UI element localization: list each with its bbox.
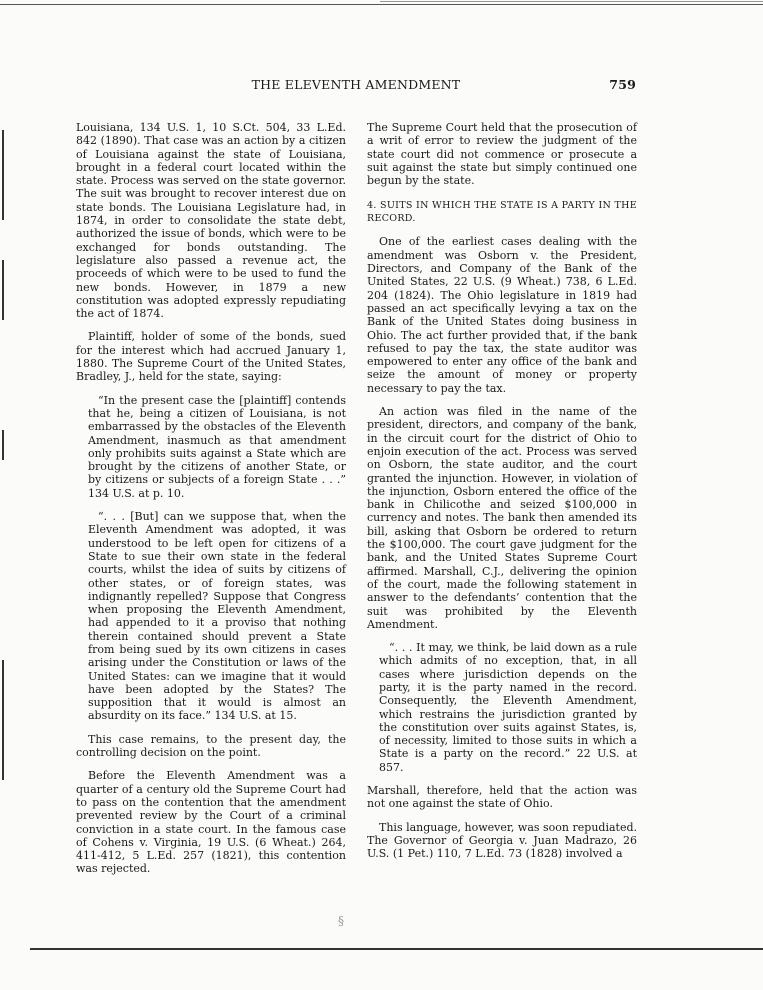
- block-quote: “. . . [But] can we suppose that, when the Eleventh Amendment was adopted, it was understood to be left open for citizens of a State to sue their own state in the federal courts, whilst the idea of suits by citizens of other states, or of foreign states, was indignantly repelled? Suppose that Congress when proposing the Eleventh Amendment, had appended to it a proviso that nothing therein contained should prevent a State from being sued by its own citizens in cases arising under the Constitution or laws of the United States: can we imagine that it would have been adopted by the States? The supposition that it would is almost an absurdity on its face.” 134 U.S. at 15.: [88, 510, 346, 723]
- block-quote: “In the present case the [plaintiff] contends that he, being a citizen of Louisiana, is not embarrassed by the obstacles of the Eleventh Amendment, inasmuch as that amendment only prohibits suits against a State which are brought by the citizens of another State, or by citizens or subjects of a foreign State . . .” 134 U.S. at p. 10.: [88, 393, 346, 500]
- right-column: [367, 121, 637, 871]
- paragraph: Louisiana, 134 U.S. 1, 10 S.Ct. 504, 33 L.Ed. 842 (1890). That case was an action by a citizen of Louisiana against the state of Louisiana, brought in a federal court located within the state. Process was served on the state governor. The suit was brought to recover interest due on state bonds. The Louisiana Legislature had, in 1874, in order to consolidate the state debt, authorized the issue of bonds, which were to be exchanged for bonds outstanding. The legislature also passed a revenue act, the proceeds of which were to be used to fund the new bonds. However, in 1879 a new constitution was adopted expressly repudiating the act of 1874.: [76, 121, 346, 321]
- page-smudge: §: [338, 914, 344, 928]
- page-number: 759: [609, 77, 636, 92]
- top-rule-secondary: [380, 1, 763, 2]
- paragraph: This case remains, to the present day, the controlling decision on the point.: [76, 732, 346, 760]
- paragraph: This language, however, was soon repudiated. The Governor of Georgia v. Juan Madrazo, 26 U.S. (1 Pet.) 110, 7 L.Ed. 73 (1828) involved a: [367, 820, 637, 861]
- paragraph: An action was filed in the name of the president, directors, and company of the bank, in the circuit court for the district of Ohio to enjoin execution of the act. Process was served on Osborn, the state auditor, and the court granted the injunction. However, in violation of the injunction, Osborn entered the office of the bank in Chilicothe and seized $100,000 in currency and notes. The bank then amended its bill, asking that Osborn be ordered to return the $100,000. The court gave judgment for the bank, and the United States Supreme Court affirmed. Marshall, C.J., delivering the opinion of the court, made the following statement in answer to the defendants’ contention that the suit was prohibited by the Eleventh Amendment.: [367, 405, 637, 631]
- paragraph: The Supreme Court held that the prosecution of a writ of error to review the judgment of the state court did not commence or prosecute a suit against the state but simply continued one begun by the state.: [367, 121, 637, 188]
- paragraph: Plaintiff, holder of some of the bonds, sued for the interest which had accrued January 1, 1880. The Supreme Court of the United States, Bradley, J., held for the state, saying:: [76, 330, 346, 384]
- paragraph: Before the Eleventh Amendment was a quarter of a century old the Supreme Court had to pass on the contention that the amendment prevented review by the Court of a criminal conviction in a state court. In the famous case of Cohens v. Virginia, 19 U.S. (6 Wheat.) 264, 411-412, 5 L.Ed. 257 (1821), this contention was rejected.: [76, 769, 346, 876]
- paragraph: Marshall, therefore, held that the action was not one against the state of Ohio.: [367, 784, 637, 811]
- top-rule: [0, 4, 763, 5]
- running-header: [76, 77, 636, 97]
- left-column: [76, 121, 346, 886]
- section-heading: 4. SUITS IN WHICH THE STATE IS A PARTY IN THE RECORD.: [367, 200, 637, 225]
- block-quote: “. . . It may, we think, be laid down as a rule which admits of no exception, that, in all cases where jurisdiction depends on the party, it is the party named in the record. Consequently, the Eleventh Amendment, which restrains the jurisdiction granted by the constitution over suits against States, is, of necessity, limited to those suits in which a State is a party on the record.” 22 U.S. at 857.: [379, 641, 637, 774]
- running-title: THE ELEVENTH AMENDMENT: [251, 77, 461, 92]
- paragraph: One of the earliest cases dealing with the amendment was Osborn v. the President, Directors, and Company of the Bank of the United States, 22 U.S. (9 Wheat.) 738, 6 L.Ed. 204 (1824). The Ohio legislature in 1819 had passed an act specifically levying a tax on the Bank of the United States doing business in Ohio. The act further provided that, if the bank refused to pay the tax, the state auditor was empowered to enter any office of the bank and seize the amount of money or property necessary to pay the tax.: [367, 235, 637, 395]
- binding-marks: [0, 100, 14, 800]
- bottom-rule: [30, 948, 763, 950]
